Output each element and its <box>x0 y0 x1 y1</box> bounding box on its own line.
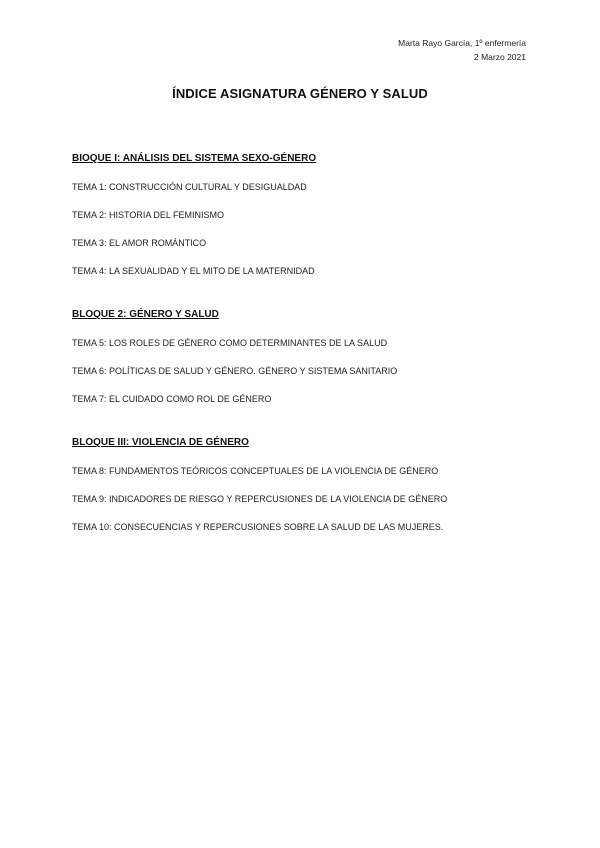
page-title: ÍNDICE ASIGNATURA GÉNERO Y SALUD <box>172 86 428 101</box>
topic-item: TEMA 7: EL CUIDADO COMO ROL DE GÉNERO <box>72 394 272 404</box>
block-title: BLOQUE 2: GÉNERO Y SALUD <box>72 309 219 320</box>
topic-item: TEMA 1: CONSTRUCCIÓN CULTURAL Y DESIGUALDAD <box>72 182 307 192</box>
block-1 <box>72 152 532 278</box>
topic-item: TEMA 10: CONSECUENCIAS Y REPERCUSIONES SOBRE LA SALUD DE LAS MUJERES. <box>72 522 444 532</box>
block-title: BLOQUE III: VIOLENCIA DE GÉNERO <box>72 437 249 448</box>
topic-item: TEMA 3: EL AMOR ROMÁNTICO <box>72 238 207 248</box>
block-2 <box>72 308 532 406</box>
document-date: 2 Marzo 2021 <box>474 52 526 62</box>
topic-item: TEMA 8: FUNDAMENTOS TEÓRICOS CONCEPTUALES DE LA VIOLENCIA DE GÉNERO <box>72 466 439 476</box>
topic-item: TEMA 5: LOS ROLES DE GÉNERO COMO DETERMINANTES DE LA SALUD <box>72 338 388 348</box>
topic-item: TEMA 6: POLÍTICAS DE SALUD Y GÉNERO. GÉNERO Y SISTEMA SANITARIO <box>72 366 398 376</box>
topic-item: TEMA 9: INDICADORES DE RIESGO Y REPERCUSIONES DE LA VIOLENCIA DE GÉNERO <box>72 494 448 504</box>
header-meta <box>398 36 526 64</box>
topic-item: TEMA 2: HISTORIA DEL FEMINISMO <box>72 210 225 220</box>
index-content <box>72 152 532 564</box>
topic-item: TEMA 4: LA SEXUALIDAD Y EL MITO DE LA MATERNIDAD <box>72 266 315 276</box>
block-title: BIOQUE I: ANÁLISIS DEL SISTEMA SEXO-GÉNERO <box>72 153 317 164</box>
author-line: Marta Rayo García, 1º enfermería <box>398 38 526 48</box>
block-3 <box>72 436 532 534</box>
